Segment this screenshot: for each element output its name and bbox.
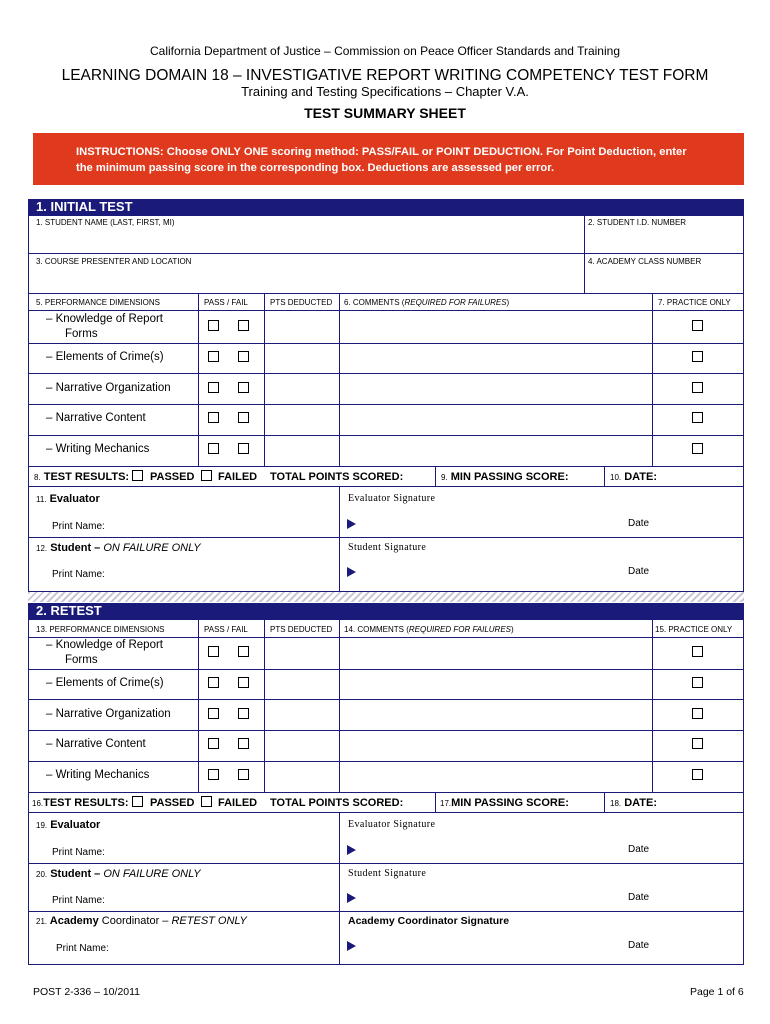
retest-fail-checkbox[interactable] [238, 738, 249, 749]
retest-pass-checkbox[interactable] [208, 738, 219, 749]
retest-total-label: TOTAL POINTS SCORED: [270, 797, 404, 809]
sign-here-arrow-icon [347, 845, 356, 855]
retest-passed-label: PASSED [150, 797, 195, 809]
retest-practice-checkbox[interactable] [692, 677, 703, 688]
retest-dim-mechanics: – Writing Mechanics [46, 769, 150, 781]
instructions-line-2: the minimum passing score in the corresponding box. Deductions are assessed per error. [76, 162, 555, 174]
sign-here-arrow-icon [347, 567, 356, 577]
dim-organization: – Narrative Organization [46, 382, 171, 394]
academy-coordinator-print-name: Print Name: [56, 943, 109, 954]
evaluator-signature-label: Evaluator Signature [348, 493, 436, 504]
dim-elements: – Elements of Crime(s) [46, 351, 164, 363]
pass-checkbox[interactable] [208, 412, 219, 423]
page-number: Page 1 of 6 [690, 986, 744, 998]
retest-student-label: 20. Student – ON FAILURE ONLY [36, 868, 201, 880]
failed-checkbox[interactable] [201, 470, 212, 481]
student-id-label: 2. STUDENT I.D. NUMBER [588, 218, 687, 227]
retest-evaluator-signature: Evaluator Signature [348, 819, 436, 830]
section-retest: 2. RETEST [28, 603, 744, 619]
retest-passed-checkbox[interactable] [132, 796, 143, 807]
form-subtitle: Training and Testing Specifications – Chapter V.A. [241, 84, 529, 99]
section-initial-test: 1. INITIAL TEST [28, 199, 744, 215]
student-signature-label: Student Signature [348, 542, 427, 553]
dims-header: 5. PERFORMANCE DIMENSIONS [36, 298, 161, 307]
evaluator-print-name-label: Print Name: [52, 521, 105, 532]
retest-dim-organization: – Narrative Organization [46, 708, 171, 720]
retest-dim-elements: – Elements of Crime(s) [46, 677, 164, 689]
student-sign-label: 12. Student – ON FAILURE ONLY [36, 542, 201, 554]
retest-student-print-name: Print Name: [52, 895, 105, 906]
practice-checkbox[interactable] [692, 320, 703, 331]
retest-pass-checkbox[interactable] [208, 769, 219, 780]
passed-checkbox[interactable] [132, 470, 143, 481]
retest-pass-checkbox[interactable] [208, 708, 219, 719]
pass-checkbox[interactable] [208, 382, 219, 393]
practice-header: 7. PRACTICE ONLY [658, 298, 731, 307]
evaluator-label: 11. Evaluator [36, 493, 100, 505]
academy-class-field[interactable] [588, 267, 740, 289]
fail-checkbox[interactable] [238, 412, 249, 423]
retest-dim-knowledge: – Knowledge of Report Forms [46, 639, 163, 666]
fail-checkbox[interactable] [238, 382, 249, 393]
academy-class-label: 4. ACADEMY CLASS NUMBER [588, 257, 702, 266]
retest-pass-checkbox[interactable] [208, 677, 219, 688]
dim-content: – Narrative Content [46, 412, 146, 424]
retest-pts-header: PTS DEDUCTED [270, 625, 333, 634]
retest-min-label: 17.MIN PASSING SCORE: [440, 797, 569, 809]
retest-student-date: Date [628, 892, 650, 903]
academy-coordinator-date: Date [628, 940, 650, 951]
retest-fail-checkbox[interactable] [238, 677, 249, 688]
student-id-field[interactable] [588, 228, 740, 250]
evaluator-date-label: Date [628, 518, 650, 529]
academy-coordinator-signature: Academy Coordinator Signature [348, 915, 510, 927]
agency-line: California Department of Justice – Commission on Peace Officer Standards and Training [149, 44, 620, 58]
academy-coordinator-label: 21. Academy Coordinator – RETEST ONLY [36, 915, 247, 927]
sheet-title: TEST SUMMARY SHEET [304, 105, 466, 121]
practice-checkbox[interactable] [692, 382, 703, 393]
student-name-field[interactable] [32, 228, 580, 250]
fail-checkbox[interactable] [238, 443, 249, 454]
passed-label: PASSED [150, 471, 195, 483]
dim-knowledge: – Knowledge of Report Forms [46, 313, 163, 340]
retest-comments-header: 14. COMMENTS (REQUIRED FOR FAILURES) [344, 625, 514, 634]
student-name-label: 1. STUDENT NAME (LAST, FIRST, MI) [36, 218, 175, 227]
sign-here-arrow-icon [347, 941, 356, 951]
retest-pass-checkbox[interactable] [208, 646, 219, 657]
instructions-banner [33, 133, 744, 185]
retest-evaluator-print-name: Print Name: [52, 847, 105, 858]
retest-fail-checkbox[interactable] [238, 769, 249, 780]
fail-checkbox[interactable] [238, 320, 249, 331]
retest-evaluator-label: 19. Evaluator [36, 819, 101, 831]
form-title: LEARNING DOMAIN 18 – INVESTIGATIVE REPORT WRITING COMPETENCY TEST FORM [61, 67, 709, 84]
dim-mechanics: – Writing Mechanics [46, 443, 150, 455]
course-presenter-label: 3. COURSE PRESENTER AND LOCATION [36, 257, 192, 266]
retest-dim-content: – Narrative Content [46, 738, 146, 750]
pass-checkbox[interactable] [208, 351, 219, 362]
total-points-label: TOTAL POINTS SCORED: [270, 471, 404, 483]
min-passing-label: 9. MIN PASSING SCORE: [441, 471, 569, 483]
course-presenter-field[interactable] [32, 267, 580, 289]
student-print-name-label: Print Name: [52, 569, 105, 580]
pass-checkbox[interactable] [208, 320, 219, 331]
retest-practice-header: 15. PRACTICE ONLY [655, 625, 733, 634]
pts-deducted-header: PTS DEDUCTED [270, 298, 333, 307]
retest-fail-checkbox[interactable] [238, 708, 249, 719]
retest-practice-checkbox[interactable] [692, 738, 703, 749]
comments-header: 6. COMMENTS (REQUIRED FOR FAILURES) [344, 298, 510, 307]
passfail-header: PASS / FAIL [204, 298, 248, 307]
retest-student-signature: Student Signature [348, 868, 427, 879]
retest-results-label: 16.TEST RESULTS: [32, 797, 129, 809]
date-label: 10. DATE: [610, 471, 657, 483]
retest-date-label: 18. DATE: [610, 797, 657, 809]
section-divider [28, 592, 744, 602]
instructions-line-1: INSTRUCTIONS: Choose ONLY ONE scoring method: PASS/FAIL or POINT DEDUCTION. For Point Deduction, enter [76, 146, 687, 158]
retest-failed-checkbox[interactable] [201, 796, 212, 807]
retest-practice-checkbox[interactable] [692, 708, 703, 719]
retest-failed-label: FAILED [218, 797, 258, 809]
sign-here-arrow-icon [347, 519, 356, 529]
retest-dims-header: 13. PERFORMANCE DIMENSIONS [36, 625, 165, 634]
sign-here-arrow-icon [347, 893, 356, 903]
practice-checkbox[interactable] [692, 443, 703, 454]
practice-checkbox[interactable] [692, 351, 703, 362]
retest-fail-checkbox[interactable] [238, 646, 249, 657]
practice-checkbox[interactable] [692, 412, 703, 423]
test-results-label: 8. TEST RESULTS: [34, 471, 130, 483]
retest-evaluator-date: Date [628, 844, 650, 855]
student-date-label: Date [628, 566, 650, 577]
retest-practice-checkbox[interactable] [692, 769, 703, 780]
retest-passfail-header: PASS / FAIL [204, 625, 248, 634]
pass-checkbox[interactable] [208, 443, 219, 454]
failed-label: FAILED [218, 471, 258, 483]
form-number: POST 2-336 – 10/2011 [33, 986, 141, 998]
fail-checkbox[interactable] [238, 351, 249, 362]
retest-practice-checkbox[interactable] [692, 646, 703, 657]
